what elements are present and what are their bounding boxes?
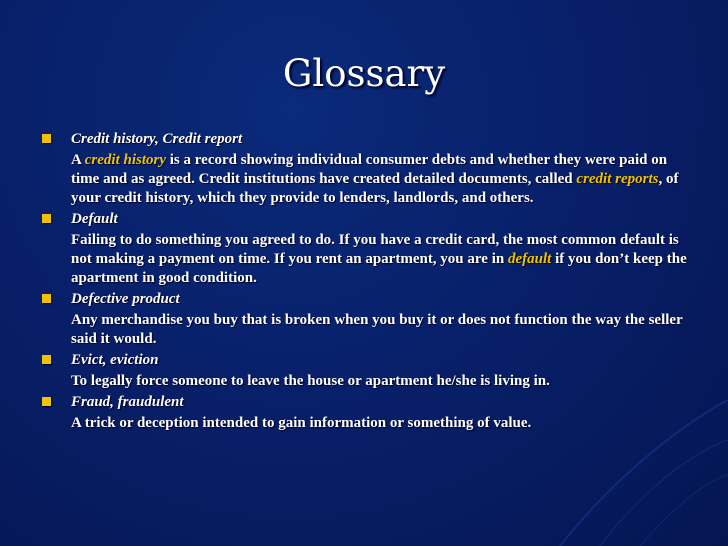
definition-text: A trick or deception intended to gain information or something of value. [71,415,532,431]
definition-text: if you don’t keep the apartment in good condition. [71,251,687,286]
glossary-entry [38,290,688,349]
definition-text: is a record showing individual consumer debts and whether they were paid on time and as agreed. Credit institutions have created detailed documents, called [71,152,668,187]
highlighted-term: credit history [84,152,167,168]
glossary-term: Evict, eviction [71,352,159,368]
glossary-definition [71,372,688,391]
highlighted-term: credit reports [576,171,659,187]
square-bullet-icon [42,294,51,303]
definition-text: Failing to do something you agreed to do. If you have a credit card, the most common default is not making a payment on time. If you rent an apartment, you are in [71,232,679,267]
definition-text: , of your credit history, which they provide to lenders, landlords, and others. [71,171,679,206]
highlighted-term: default [507,251,552,267]
glossary-entry [38,351,688,391]
glossary-term: Credit history, Credit report [71,131,243,147]
glossary-definition [71,414,688,433]
glossary-list [38,130,688,435]
glossary-term: Fraud, fraudulent [71,394,184,410]
square-bullet-icon [42,134,51,143]
glossary-entry [38,130,688,208]
glossary-entry [38,393,688,433]
square-bullet-icon [42,355,51,364]
glossary-definition [71,311,688,349]
slide-title: Glossary [282,52,446,95]
definition-text: A [71,152,85,168]
glossary-definition [71,231,688,288]
definition-text: To legally force someone to leave the house or apartment he/she is living in. [71,373,550,389]
glossary-definition [71,151,688,208]
square-bullet-icon [42,397,51,406]
glossary-entry [38,210,688,288]
definition-text: Any merchandise you buy that is broken when you buy it or does not function the way the seller said it would. [71,312,683,347]
glossary-term: Defective product [71,291,180,307]
glossary-term: Default [71,211,118,227]
square-bullet-icon [42,214,51,223]
